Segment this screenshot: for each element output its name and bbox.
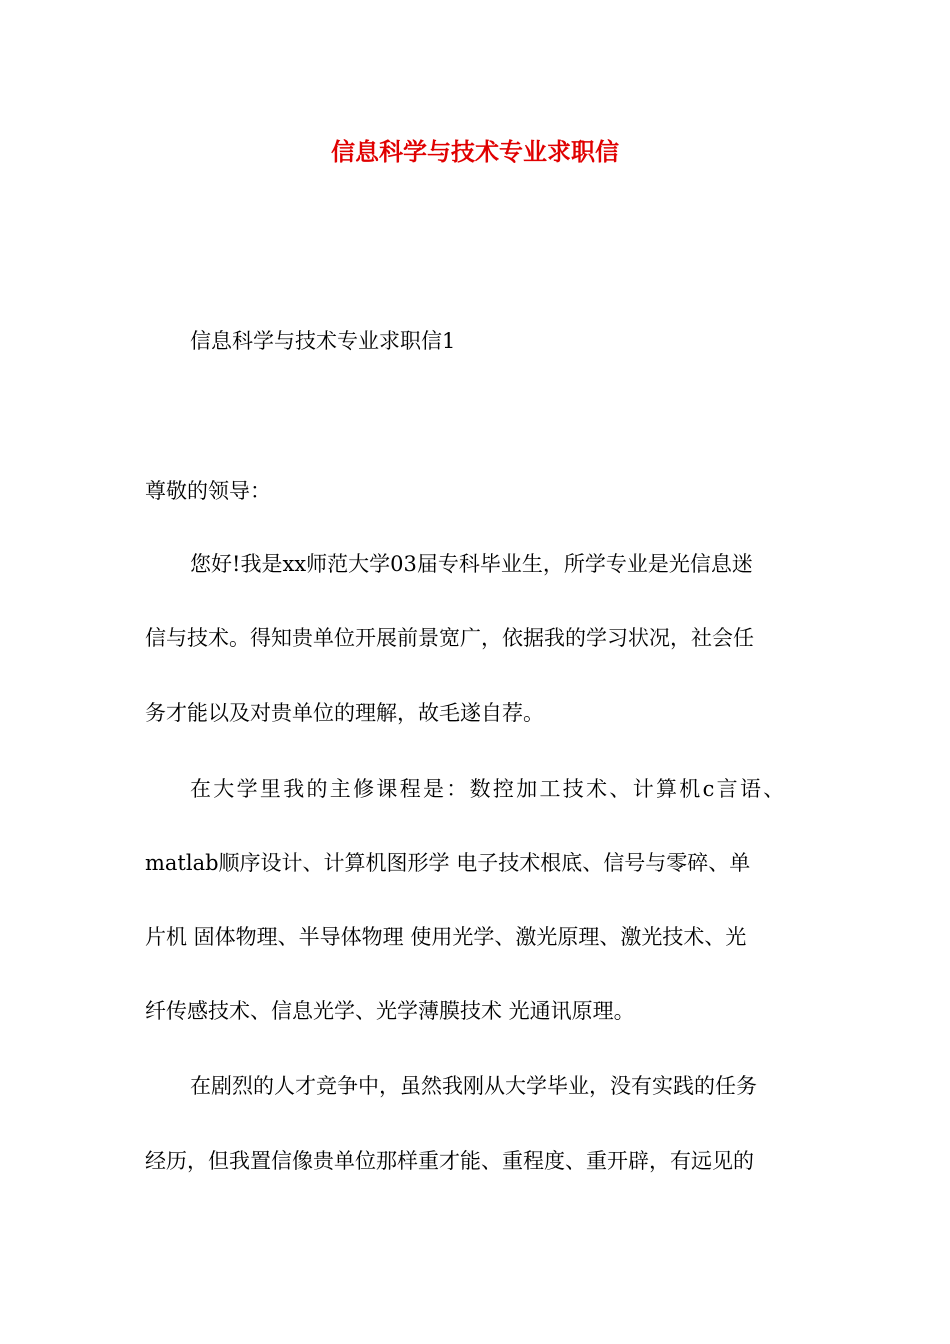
paragraph-line: 经历，但我置信像贵单位那样重才能、重程度、重开辟，有远见的	[145, 1149, 754, 1173]
paragraph-line: 片机 固体物理、半导体物理 使用光学、激光原理、激光技术、光	[145, 925, 747, 949]
document-subtitle: 信息科学与技术专业求职信1	[190, 329, 456, 353]
paragraph-line: 您好!我是xx师范大学03届专科毕业生，所学专业是光信息迷	[190, 552, 753, 576]
document-title: 信息科学与技术专业求职信	[331, 138, 619, 166]
paragraph-line: matlab顺序设计、计算机图形学 电子技术根底、信号与零碎、单	[145, 851, 751, 875]
paragraph-line: 在剧烈的人才竞争中，虽然我刚从大学毕业，没有实践的任务	[190, 1074, 757, 1098]
paragraph-line: 务才能以及对贵单位的理解，故毛遂自荐。	[145, 701, 544, 725]
paragraph-line: 信与技术。得知贵单位开展前景宽广，依据我的学习状况，社会任	[145, 626, 754, 650]
paragraph-line: 纤传感技术、信息光学、光学薄膜技术 光通讯原理。	[145, 999, 635, 1023]
paragraph-line: 在大学里我的主修课程是：数控加工技术、计算机c言语、	[190, 777, 787, 801]
salutation: 尊敬的领导：	[145, 479, 271, 503]
